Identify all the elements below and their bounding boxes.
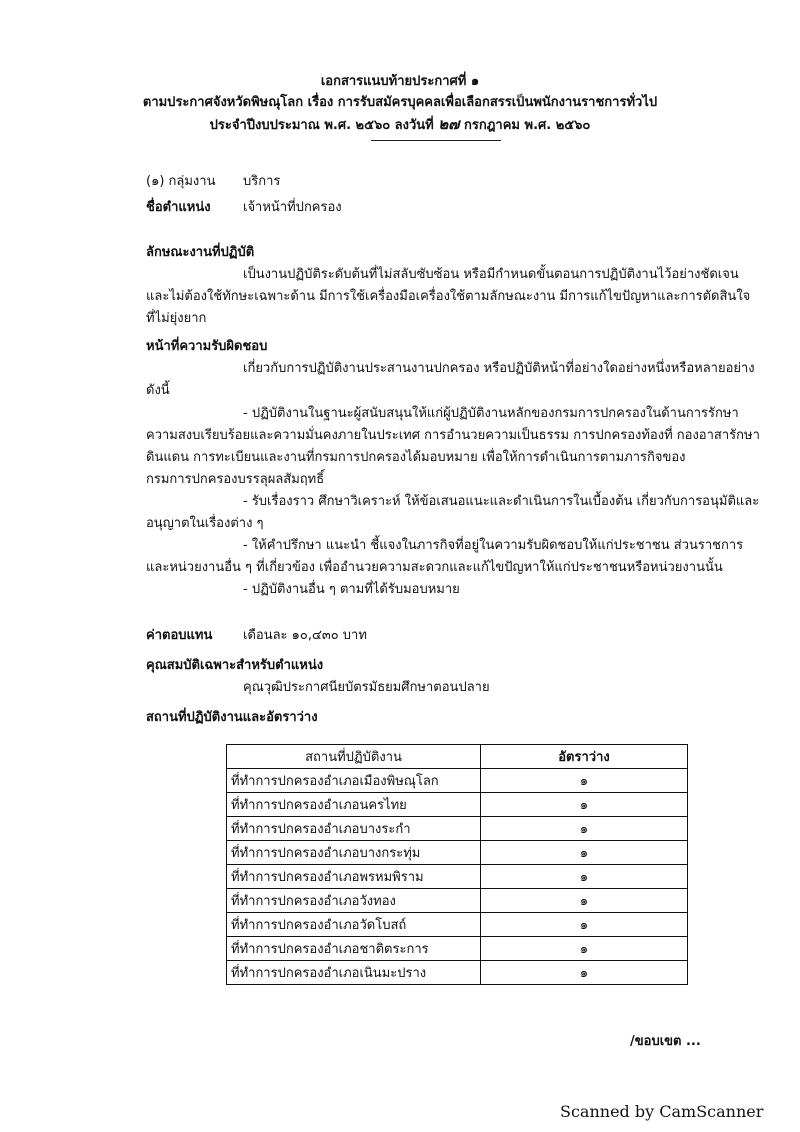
vacancies-title: สถานที่ปฏิบัติงานและอัตราว่าง <box>146 710 318 725</box>
work-nature-line: เป็นงานปฏิบัติระดับต้นที่ไม่สลับซับซ้อน หรือมีกำหนดขั้นตอนการปฏิบัติงานไว้อย่างชัดเจน <box>243 267 739 282</box>
announcement-date <box>0 112 800 136</box>
date-prefix: ประจำปีงบประมาณ พ.ศ. ๒๕๖๐ ลงวันที่ <box>209 118 434 133</box>
compensation-label: ค่าตอบแทน <box>146 628 213 643</box>
table-row <box>227 913 688 937</box>
table-row <box>227 817 688 841</box>
rate-cell: ๑ <box>481 769 688 793</box>
table-row <box>227 841 688 865</box>
duties-bullet: - ปฏิบัติงานในฐานะผู้สนับสนุนให้แก่ผู้ปฏิบัติงานหลักของกรมการปกครองในด้านการรักษา <box>243 406 739 421</box>
col-rate-header: อัตราว่าง <box>481 745 688 769</box>
place-cell: ที่ทำการปกครองอำเภอพรหมพิราม <box>227 865 481 889</box>
place-cell: ที่ทำการปกครองอำเภอวังทอง <box>227 889 481 913</box>
date-suffix: กรกฎาคม พ.ศ. ๒๕๖๐ <box>463 118 591 133</box>
scanner-watermark: Scanned by CamScanner <box>560 1102 764 1121</box>
group-value: บริการ <box>243 174 281 189</box>
duties-bullet: - ปฏิบัติงานอื่น ๆ ตามที่ได้รับมอบหมาย <box>243 582 460 597</box>
table-row <box>227 769 688 793</box>
position-label: ชื่อตำแหน่ง <box>146 200 211 215</box>
group-label: (๑) กลุ่มงาน <box>146 174 216 189</box>
duties-title: หน้าที่ความรับผิดชอบ <box>146 339 268 354</box>
qualification-value: คุณวุฒิประกาศนียบัตรมัธยมศึกษาตอนปลาย <box>243 680 490 695</box>
place-cell: ที่ทำการปกครองอำเภอเมืองพิษณุโลก <box>227 769 481 793</box>
place-cell: ที่ทำการปกครองอำเภอบางระกำ <box>227 817 481 841</box>
duties-bullet: - รับเรื่องราว ศึกษาวิเคราะห์ ให้ข้อเสนอแนะและดำเนินการในเบื้องต้น เกี่ยวกับการอนุมัติและ <box>243 494 760 509</box>
duties-line: ดังนี้ <box>146 383 170 398</box>
duties-line: กรมการปกครองบรรลุผลสัมฤทธิ์ <box>146 472 325 487</box>
col-place-header: สถานที่ปฏิบัติงาน <box>227 745 481 769</box>
rate-cell: ๑ <box>481 793 688 817</box>
rate-cell: ๑ <box>481 913 688 937</box>
place-cell: ที่ทำการปกครองอำเภอบางกระทุ่ม <box>227 841 481 865</box>
duties-line: อนุญาตในเรื่องต่าง ๆ <box>146 516 264 531</box>
place-cell: ที่ทำการปกครองอำเภอชาติตระการ <box>227 937 481 961</box>
date-day: ๒๗ <box>438 115 460 133</box>
qualification-title: คุณสมบัติเฉพาะสำหรับตำแหน่ง <box>146 658 324 673</box>
table-row <box>227 865 688 889</box>
duties-line: และหน่วยงานอื่น ๆ ที่เกี่ยวข้อง เพื่ออำนวยความสะดวกและแก้ไขปัญหาให้แก่ประชาชนหรือหน่วยงานนั้น <box>146 560 723 575</box>
work-nature-line: และไม่ต้องใช้ทักษะเฉพาะด้าน มีการใช้เครื่องมือเครื่องใช้ตามลักษณะงาน มีการแก้ไขปัญหาและการตัดสินใจ <box>146 289 751 304</box>
rate-cell: ๑ <box>481 865 688 889</box>
announcement-subject: ตามประกาศจังหวัดพิษณุโลก เรื่อง การรับสมัครบุคคลเพื่อเลือกสรรเป็นพนักงานราชการทั่วไป <box>142 95 658 110</box>
table-row <box>227 793 688 817</box>
duties-bullet: - ให้คำปรึกษา แนะนำ ชี้แจงในภารกิจที่อยู่ในความรับผิดชอบให้แก่ประชาชน ส่วนราชการ <box>243 538 744 553</box>
place-cell: ที่ทำการปกครองอำเภอนครไทย <box>227 793 481 817</box>
rate-cell: ๑ <box>481 817 688 841</box>
compensation-value: เดือนละ ๑๐,๔๓๐ บาท <box>243 628 367 643</box>
vacancies-table <box>226 744 688 985</box>
table-header-row <box>227 745 688 769</box>
work-nature-line: ที่ไม่ยุ่งยาก <box>146 311 207 326</box>
rate-cell: ๑ <box>481 841 688 865</box>
duties-line: เกี่ยวกับการปฏิบัติงานประสานงานปกครอง หรือปฏิบัติหน้าที่อย่างใดอย่างหนึ่งหรือหลายอย่าง <box>243 361 755 376</box>
position-value: เจ้าหน้าที่ปกครอง <box>243 200 342 215</box>
next-page-marker: /ขอบเขต ... <box>630 1034 701 1049</box>
duties-line: ดินแดน การทะเบียนและงานที่กรมการปกครองได้มอบหมาย เพื่อให้การดำเนินการตามภารกิจของ <box>146 450 686 465</box>
rate-cell: ๑ <box>481 937 688 961</box>
rate-cell: ๑ <box>481 889 688 913</box>
work-nature-title: ลักษณะงานที่ปฏิบัติ <box>146 245 255 260</box>
place-cell: ที่ทำการปกครองอำเภอเนินมะปราง <box>227 961 481 985</box>
table-row <box>227 937 688 961</box>
duties-line: ความสงบเรียบร้อยและความมั่นคงภายในประเทศ การอำนวยความเป็นธรรม การปกครองท้องที่ กองอาสารักษา <box>146 428 760 443</box>
attachment-title: เอกสารแนบท้ายประกาศที่ ๑ <box>320 74 480 89</box>
rate-cell: ๑ <box>481 961 688 985</box>
place-cell: ที่ทำการปกครองอำเภอวัดโบสถ์ <box>227 913 481 937</box>
table-row <box>227 961 688 985</box>
table-row <box>227 889 688 913</box>
header-divider <box>371 140 501 141</box>
